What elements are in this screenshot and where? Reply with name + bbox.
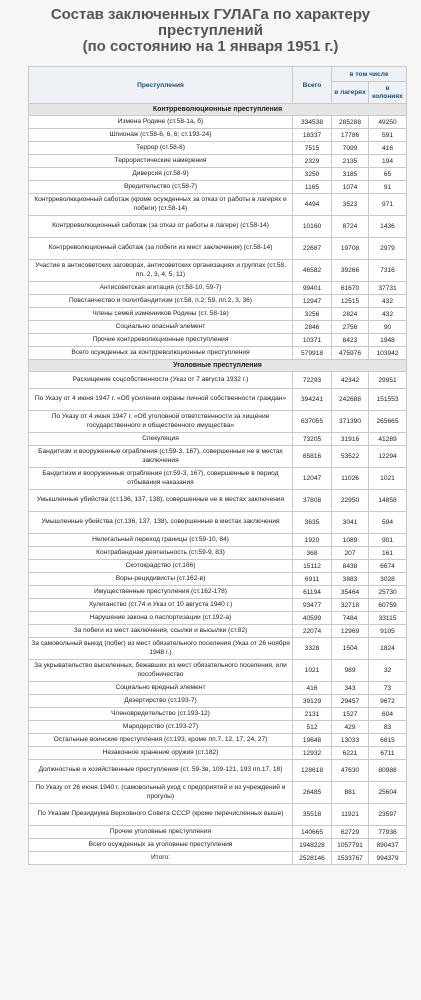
table-row — [29, 490, 407, 512]
row-label: Имущественные преступления (ст.162-178) — [29, 586, 293, 599]
header-total: Всего — [293, 67, 332, 104]
table-row — [29, 181, 407, 194]
row-label: Бандитизм и вооруженные ограбления (ст.59-3, 167), совершенные не в местах заключения — [29, 446, 293, 468]
cell-colonies: 194 — [369, 155, 407, 168]
cell-camps: 13033 — [332, 734, 369, 747]
cell-colonies: 265665 — [369, 411, 407, 433]
cell-colonies: 90 — [369, 321, 407, 334]
cell-colonies: 6711 — [369, 747, 407, 760]
cell-total: 2846 — [293, 321, 332, 334]
table-row — [29, 433, 407, 446]
row-label: За самовольный выезд (побег) из мест обязательного поселения (Указ от 26 ноября 1948 г.) — [29, 638, 293, 660]
cell-camps: 1504 — [332, 638, 369, 660]
cell-total: 73205 — [293, 433, 332, 446]
cell-colonies: 1436 — [369, 216, 407, 238]
cell-total: 12047 — [293, 468, 332, 490]
table-row — [29, 142, 407, 155]
cell-camps: 11921 — [332, 804, 369, 826]
table-row — [29, 839, 407, 852]
cell-camps: 12515 — [332, 295, 369, 308]
cell-camps: 11026 — [332, 468, 369, 490]
cell-total: 65816 — [293, 446, 332, 468]
cell-colonies: 77936 — [369, 826, 407, 839]
cell-colonies: 594 — [369, 512, 407, 534]
cell-colonies: 1021 — [369, 468, 407, 490]
cell-camps: 2824 — [332, 308, 369, 321]
cell-total: 140665 — [293, 826, 332, 839]
cell-camps: 1089 — [332, 534, 369, 547]
table-row — [29, 321, 407, 334]
cell-total: 512 — [293, 721, 332, 734]
cell-camps: 881 — [332, 782, 369, 804]
section-title: Контрреволюционные преступления — [29, 104, 407, 116]
crimes-table — [28, 66, 407, 865]
title-line: (по состоянию на 1 января 1951 г.) — [82, 38, 339, 55]
table-row — [29, 612, 407, 625]
cell-camps: 12969 — [332, 625, 369, 638]
cell-colonies: 73 — [369, 682, 407, 695]
cell-colonies: 32 — [369, 660, 407, 682]
row-label: Вредительство (ст.58-7) — [29, 181, 293, 194]
cell-total: 1920 — [293, 534, 332, 547]
cell-camps: 429 — [332, 721, 369, 734]
cell-camps: 7484 — [332, 612, 369, 625]
cell-colonies: 9105 — [369, 625, 407, 638]
cell-camps: 1057791 — [332, 839, 369, 852]
cell-camps: 3883 — [332, 573, 369, 586]
cell-total: 1021 — [293, 660, 332, 682]
row-label: Шпионаж (ст.58-6, 6, 6; ст.193-24) — [29, 129, 293, 142]
cell-total: 394241 — [293, 389, 332, 411]
section-header-row — [29, 104, 407, 116]
cell-camps: 6221 — [332, 747, 369, 760]
row-label: Участие в антисоветских заговорах, антисоветских организациях и группах (ст.58, пп. 2, 3, 4, 5, 11) — [29, 260, 293, 282]
cell-colonies: 161 — [369, 547, 407, 560]
row-label: Спекуляция — [29, 433, 293, 446]
cell-total: 22687 — [293, 238, 332, 260]
table-row — [29, 282, 407, 295]
cell-colonies: 7316 — [369, 260, 407, 282]
cell-camps: 3041 — [332, 512, 369, 534]
table-row — [29, 734, 407, 747]
cell-colonies: 9672 — [369, 695, 407, 708]
table-row — [29, 347, 407, 360]
cell-colonies: 971 — [369, 194, 407, 216]
row-label: За побеги из мест заключения, ссылки и высылки (ст.82) — [29, 625, 293, 638]
cell-colonies: 29951 — [369, 372, 407, 389]
cell-colonies: 2979 — [369, 238, 407, 260]
row-label: Всего осужденных за уголовные преступления — [29, 839, 293, 852]
row-label: Антисоветская агитация (ст.58-10, 59-7) — [29, 282, 293, 295]
cell-camps: 343 — [332, 682, 369, 695]
row-label: Социально вредный элемент — [29, 682, 293, 695]
cell-camps: 29457 — [332, 695, 369, 708]
table-row — [29, 216, 407, 238]
row-label: Умышленные убийства (ст.136, 137, 138), совершенные в местах заключения — [29, 512, 293, 534]
cell-total: 1948228 — [293, 839, 332, 852]
cell-camps: 1074 — [332, 181, 369, 194]
header-colonies: в колониях — [369, 82, 407, 104]
cell-camps: 19708 — [332, 238, 369, 260]
table-row — [29, 389, 407, 411]
section-header-row — [29, 360, 407, 372]
cell-total: 334538 — [293, 116, 332, 129]
cell-total: 26485 — [293, 782, 332, 804]
cell-colonies: 12294 — [369, 446, 407, 468]
cell-colonies: 1824 — [369, 638, 407, 660]
row-label: Должностные и хозяйственные преступления (ст. 59-3в, 109-121, 193 пп.17, 18) — [29, 760, 293, 782]
table-row — [29, 295, 407, 308]
row-label: Повстанчество и политбандитизм (ст.58, п.2; 59, пп.2, 3, 36) — [29, 295, 293, 308]
row-label: Террористические намерения — [29, 155, 293, 168]
table-row — [29, 411, 407, 433]
cell-total: 637055 — [293, 411, 332, 433]
cell-colonies: 49250 — [369, 116, 407, 129]
table-header — [29, 67, 407, 104]
cell-camps: 242688 — [332, 389, 369, 411]
table-row — [29, 660, 407, 682]
cell-colonies: 83 — [369, 721, 407, 734]
cell-colonies: 901 — [369, 534, 407, 547]
cell-camps: 207 — [332, 547, 369, 560]
cell-total: 72293 — [293, 372, 332, 389]
table-row — [29, 760, 407, 782]
cell-colonies: 23597 — [369, 804, 407, 826]
cell-camps: 32718 — [332, 599, 369, 612]
cell-colonies: 1948 — [369, 334, 407, 347]
section-title: Уголовные преступления — [29, 360, 407, 372]
cell-total: 2131 — [293, 708, 332, 721]
cell-total: 46582 — [293, 260, 332, 282]
cell-total: 10160 — [293, 216, 332, 238]
cell-colonies: 103942 — [369, 347, 407, 360]
cell-camps: 53522 — [332, 446, 369, 468]
cell-colonies: 432 — [369, 295, 407, 308]
cell-colonies: 60759 — [369, 599, 407, 612]
table-row — [29, 573, 407, 586]
table-row — [29, 599, 407, 612]
title-line: преступлений — [157, 22, 263, 39]
cell-total: 37808 — [293, 490, 332, 512]
row-label: Контрабандная деятельность (ст.59-9, 83) — [29, 547, 293, 560]
row-label: Незаконное хранение оружия (ст.182) — [29, 747, 293, 760]
cell-camps: 3185 — [332, 168, 369, 181]
table-row — [29, 708, 407, 721]
table-row — [29, 468, 407, 490]
table-title — [0, 0, 421, 55]
cell-camps: 2756 — [332, 321, 369, 334]
row-label: Нелегальный переход границы (ст.59-10, 84) — [29, 534, 293, 547]
row-label: Члены семей изменников Родины (ст. 58-1в) — [29, 308, 293, 321]
cell-camps: 2135 — [332, 155, 369, 168]
table-row — [29, 334, 407, 347]
cell-camps: 62729 — [332, 826, 369, 839]
header-crimes: Преступления — [29, 67, 293, 104]
row-label: Скотокрадство (ст.166) — [29, 560, 293, 573]
cell-total: 35518 — [293, 804, 332, 826]
header-including: в том числе — [332, 67, 407, 82]
cell-colonies: 3028 — [369, 573, 407, 586]
table-row — [29, 308, 407, 321]
cell-colonies: 80988 — [369, 760, 407, 782]
cell-colonies: 91 — [369, 181, 407, 194]
table-row — [29, 534, 407, 547]
table-row — [29, 695, 407, 708]
cell-camps: 35464 — [332, 586, 369, 599]
cell-camps: 371390 — [332, 411, 369, 433]
row-label: Расхищение соцсобственности (Указ от 7 августа 1932 г.) — [29, 372, 293, 389]
table-row — [29, 721, 407, 734]
row-label: Остальные воинские преступления (ст.193, кроме пп.7, 12, 17, 24, 27) — [29, 734, 293, 747]
table-body — [29, 104, 407, 865]
cell-total: 15112 — [293, 560, 332, 573]
row-label: Контрреволюционный саботаж (за побеги из мест заключения) (ст.58-14) — [29, 238, 293, 260]
cell-camps: 8724 — [332, 216, 369, 238]
row-label: Террор (ст.58-8) — [29, 142, 293, 155]
cell-colonies: 591 — [369, 129, 407, 142]
row-label: По Указам Президиума Верховного Совета СССР (кроме перечисленных выше) — [29, 804, 293, 826]
cell-total: 12947 — [293, 295, 332, 308]
table-row — [29, 155, 407, 168]
table-row — [29, 372, 407, 389]
row-label: Воры-рецидивисты (ст.162-в) — [29, 573, 293, 586]
cell-camps: 39266 — [332, 260, 369, 282]
cell-camps: 475976 — [332, 347, 369, 360]
row-label: Нарушение закона о паспортизации (ст.192-а) — [29, 612, 293, 625]
cell-total: 10371 — [293, 334, 332, 347]
cell-total: 6911 — [293, 573, 332, 586]
table-row — [29, 826, 407, 839]
table-row — [29, 625, 407, 638]
cell-total: 3256 — [293, 308, 332, 321]
row-label: Измена Родине (ст.58-1а, б) — [29, 116, 293, 129]
cell-total: 7515 — [293, 142, 332, 155]
cell-colonies: 432 — [369, 308, 407, 321]
cell-total: 18337 — [293, 129, 332, 142]
row-label: Социально опасный элемент — [29, 321, 293, 334]
cell-total: 3328 — [293, 638, 332, 660]
cell-total: 4494 — [293, 194, 332, 216]
cell-colonies: 33115 — [369, 612, 407, 625]
cell-total: 368 — [293, 547, 332, 560]
cell-total: 1165 — [293, 181, 332, 194]
cell-camps: 1533767 — [332, 852, 369, 865]
row-label: Хулиганство (ст.74 и Указ от 10 августа 1940 г.) — [29, 599, 293, 612]
cell-total: 99401 — [293, 282, 332, 295]
cell-total: 22074 — [293, 625, 332, 638]
cell-colonies: 37731 — [369, 282, 407, 295]
cell-total: 128618 — [293, 760, 332, 782]
table-row — [29, 260, 407, 282]
cell-camps: 1527 — [332, 708, 369, 721]
row-label: Дезертирство (ст.193-7) — [29, 695, 293, 708]
table-row — [29, 782, 407, 804]
row-label: За укрывательство выселенных, бежавших из мест обязательного поселения, или пособничество — [29, 660, 293, 682]
cell-total: 2528146 — [293, 852, 332, 865]
cell-colonies: 151553 — [369, 389, 407, 411]
header-camps: в лагерях — [332, 82, 369, 104]
cell-camps: 22950 — [332, 490, 369, 512]
table-row — [29, 238, 407, 260]
table-row — [29, 547, 407, 560]
cell-total: 93477 — [293, 599, 332, 612]
title-line: Состав заключенных ГУЛАГа по характеру — [50, 6, 371, 23]
row-label: Всего осужденных за контрреволюционные преступления — [29, 347, 293, 360]
cell-colonies: 890437 — [369, 839, 407, 852]
cell-total: 416 — [293, 682, 332, 695]
cell-total: 19648 — [293, 734, 332, 747]
cell-total: 579918 — [293, 347, 332, 360]
row-label: Контрреволюционный саботаж (кроме осужденных за отказ от работы в лагерях и побеги) (ст.58-14) — [29, 194, 293, 216]
cell-colonies: 41289 — [369, 433, 407, 446]
cell-camps: 7099 — [332, 142, 369, 155]
table-row — [29, 586, 407, 599]
table-row — [29, 747, 407, 760]
cell-camps: 31916 — [332, 433, 369, 446]
cell-total: 61194 — [293, 586, 332, 599]
cell-total: 40599 — [293, 612, 332, 625]
cell-camps: 17786 — [332, 129, 369, 142]
table-row — [29, 168, 407, 181]
table-row — [29, 682, 407, 695]
row-label: Бандитизм и вооруженные ограбления (ст.59-3, 167), совершенные в период отбывания наказания — [29, 468, 293, 490]
row-label: Прочие контрреволюционные преступления — [29, 334, 293, 347]
table-row — [29, 194, 407, 216]
cell-total: 39129 — [293, 695, 332, 708]
row-label: По Указу от 4 июня 1947 г. «Об усилении охраны личной собственности граждан» — [29, 389, 293, 411]
row-label: По Указу от 26 июня 1940 г. (самовольный уход с предприятий и из учреждений и прогулы) — [29, 782, 293, 804]
cell-camps: 285288 — [332, 116, 369, 129]
cell-colonies: 6615 — [369, 734, 407, 747]
row-label: Итого: — [29, 852, 293, 865]
cell-colonies: 14858 — [369, 490, 407, 512]
table-row — [29, 560, 407, 573]
row-label: Диверсия (ст.58-9) — [29, 168, 293, 181]
row-label: Умышленные убийства (ст.136, 137, 138), совершенные не в местах заключения — [29, 490, 293, 512]
cell-camps: 989 — [332, 660, 369, 682]
cell-total: 3250 — [293, 168, 332, 181]
cell-camps: 61670 — [332, 282, 369, 295]
table-row — [29, 638, 407, 660]
cell-camps: 47630 — [332, 760, 369, 782]
cell-colonies: 65 — [369, 168, 407, 181]
cell-camps: 8438 — [332, 560, 369, 573]
table-row — [29, 446, 407, 468]
row-label: Мародерство (ст.193-27) — [29, 721, 293, 734]
cell-camps: 3523 — [332, 194, 369, 216]
row-label: Членовредительство (ст.193-12) — [29, 708, 293, 721]
row-label: Контрреволюционный саботаж (за отказ от работы в лагере) (ст.58-14) — [29, 216, 293, 238]
cell-total: 12932 — [293, 747, 332, 760]
row-label: По Указу от 4 июня 1947 г. «Об уголовной ответственности за хищение государственного и общественного имущества» — [29, 411, 293, 433]
cell-colonies: 416 — [369, 142, 407, 155]
table-row — [29, 512, 407, 534]
cell-colonies: 25604 — [369, 782, 407, 804]
cell-total: 3635 — [293, 512, 332, 534]
table-row — [29, 852, 407, 865]
cell-colonies: 6674 — [369, 560, 407, 573]
table-row — [29, 116, 407, 129]
row-label: Прочие уголовные преступления — [29, 826, 293, 839]
cell-colonies: 604 — [369, 708, 407, 721]
cell-camps: 42342 — [332, 372, 369, 389]
cell-colonies: 25730 — [369, 586, 407, 599]
table-row — [29, 804, 407, 826]
cell-colonies: 994379 — [369, 852, 407, 865]
cell-camps: 8423 — [332, 334, 369, 347]
cell-total: 2329 — [293, 155, 332, 168]
table-row — [29, 129, 407, 142]
